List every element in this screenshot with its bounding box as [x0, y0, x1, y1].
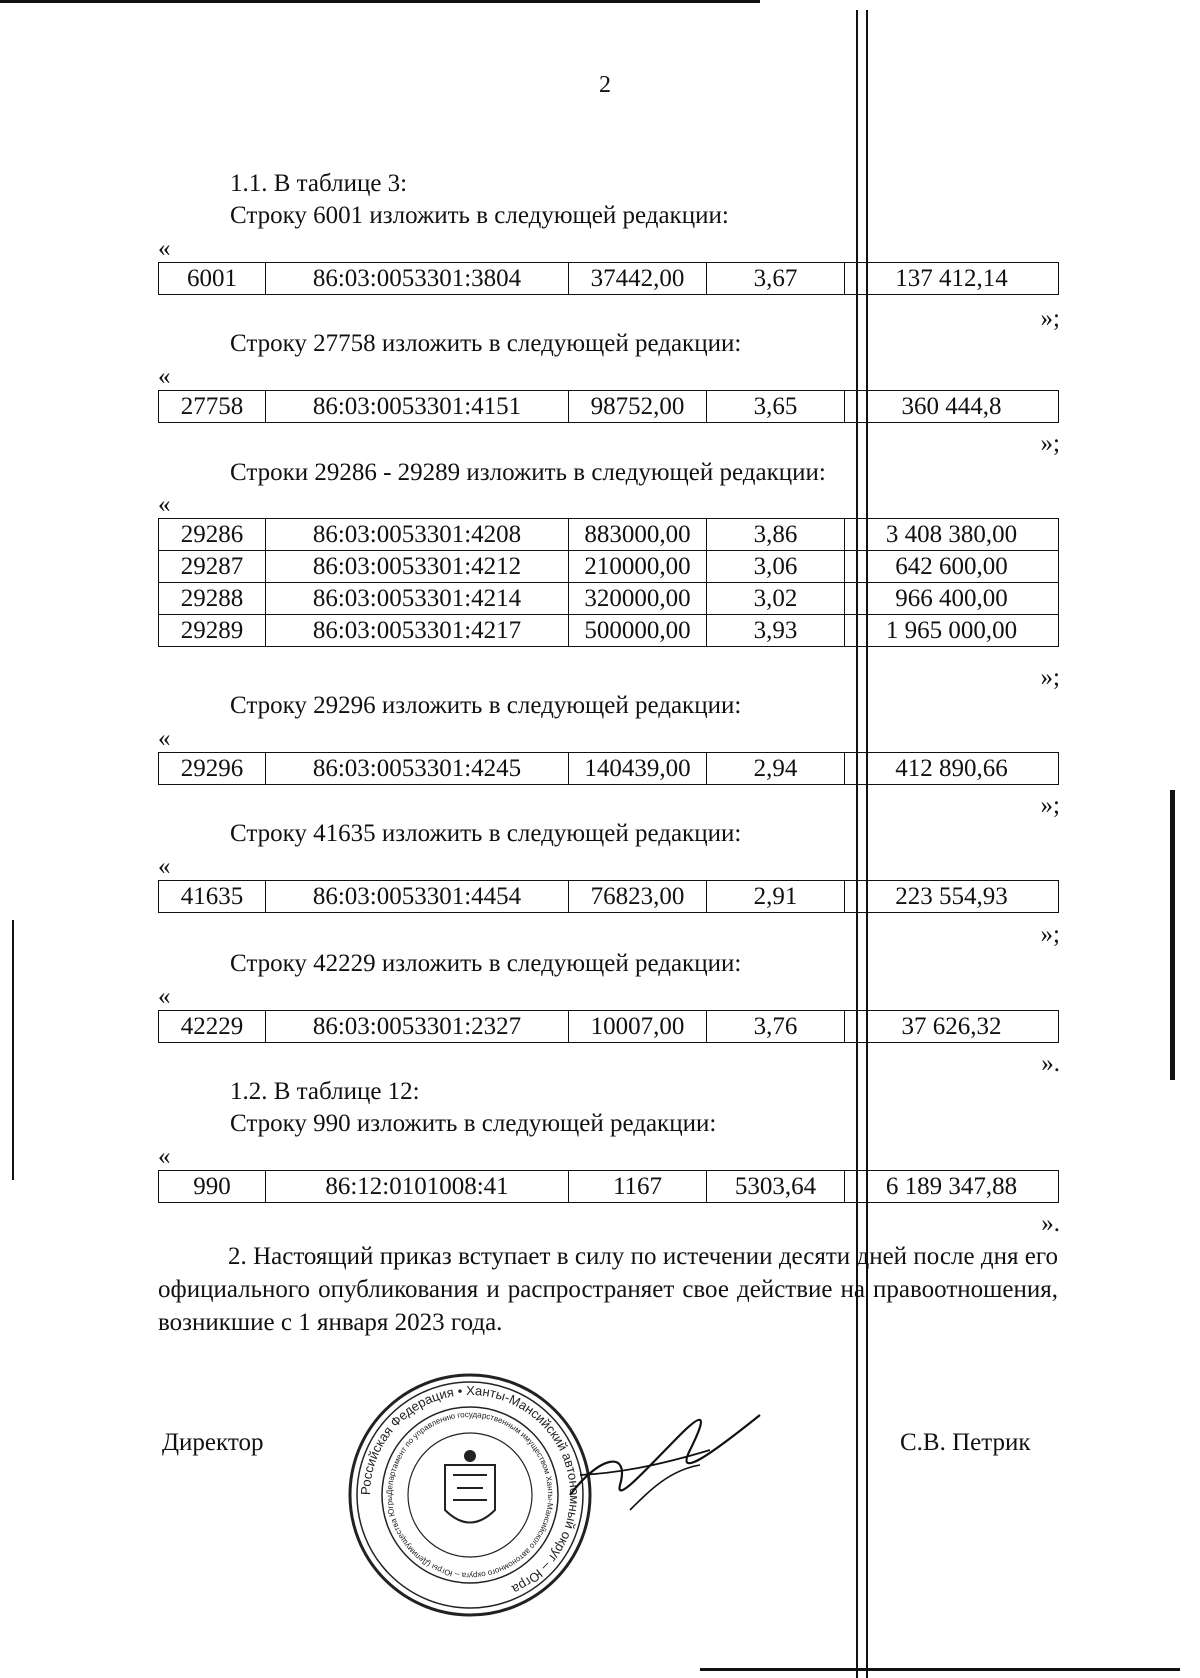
scan-line-right-edge: [1170, 790, 1175, 1080]
table-row-27758: [158, 390, 1059, 423]
cell-number: 29286: [159, 519, 266, 551]
cell-cadastral: 86:03:0053301:4214: [266, 583, 569, 615]
table-row: [159, 583, 1059, 615]
table-row: [159, 519, 1059, 551]
open-quote: «: [158, 853, 171, 880]
cell-number: 29288: [159, 583, 266, 615]
cell-cadastral: 86:03:0053301:4245: [266, 753, 569, 785]
cell-rate: 3,76: [707, 1011, 845, 1043]
table-row: [159, 881, 1059, 913]
cell-rate: 2,94: [707, 753, 845, 785]
open-quote: «: [158, 491, 171, 518]
official-seal: [345, 1370, 595, 1620]
table-row-42229: [158, 1010, 1059, 1043]
scan-line-right-1: [856, 10, 858, 1678]
cell-cadastral: 86:03:0053301:4212: [266, 551, 569, 583]
table-row: [159, 1171, 1059, 1203]
cell-total: 642 600,00: [845, 551, 1059, 583]
cell-number: 29296: [159, 753, 266, 785]
cell-total: 223 554,93: [845, 881, 1059, 913]
scan-line-right-2: [866, 10, 868, 1678]
table-row: [159, 615, 1059, 647]
instruction-42229: Строку 42229 изложить в следующей редакции:: [230, 950, 742, 977]
cell-total: 966 400,00: [845, 583, 1059, 615]
instruction-27758: Строку 27758 изложить в следующей редакции:: [230, 330, 742, 357]
cell-value: 98752,00: [569, 391, 707, 423]
scan-line-left-edge: [12, 920, 14, 1180]
table-row-990: [158, 1170, 1059, 1203]
cell-cadastral: 86:03:0053301:4454: [266, 881, 569, 913]
section-2-text: 2. Настоящий приказ вступает в силу по истечении десяти дней после дня его официального опубликования и распространяет свое действие на правоотношения, возникшие с 1 января 2023 года.: [158, 1243, 1058, 1336]
scan-line-bottom: [700, 1668, 1180, 1671]
close-quote: »;: [1040, 430, 1060, 457]
table-row: [159, 1011, 1059, 1043]
instruction-41635: Строку 41635 изложить в следующей редакции:: [230, 820, 742, 847]
instruction-990: Строку 990 изложить в следующей редакции:: [230, 1110, 717, 1137]
instruction-29296: Строку 29296 изложить в следующей редакции:: [230, 692, 742, 719]
open-quote: «: [158, 363, 171, 390]
table-row: [159, 391, 1059, 423]
cell-total: 137 412,14: [845, 263, 1059, 295]
cell-total: 1 965 000,00: [845, 615, 1059, 647]
cell-value: 1167: [569, 1171, 707, 1203]
instruction-6001: Строку 6001 изложить в следующей редакции:: [230, 202, 729, 229]
table-row: [159, 551, 1059, 583]
cell-value: 140439,00: [569, 753, 707, 785]
cell-number: 41635: [159, 881, 266, 913]
cell-value: 37442,00: [569, 263, 707, 295]
cell-total: 3 408 380,00: [845, 519, 1059, 551]
table-row: [159, 753, 1059, 785]
cell-value: 320000,00: [569, 583, 707, 615]
cell-cadastral: 86:03:0053301:4217: [266, 615, 569, 647]
coat-of-arms-emblem: [445, 1450, 495, 1523]
cell-rate: 5303,64: [707, 1171, 845, 1203]
cell-total: 37 626,32: [845, 1011, 1059, 1043]
table-row-6001: [158, 262, 1059, 295]
cell-number: 29287: [159, 551, 266, 583]
cell-value: 76823,00: [569, 881, 707, 913]
instruction-29286-29289: Строки 29286 - 29289 изложить в следующей редакции:: [230, 459, 826, 486]
close-quote: ».: [1041, 1210, 1060, 1237]
close-quote: »;: [1040, 792, 1060, 819]
close-quote: »;: [1040, 664, 1060, 691]
cell-value: 10007,00: [569, 1011, 707, 1043]
table-row: [159, 263, 1059, 295]
cell-cadastral: 86:03:0053301:2327: [266, 1011, 569, 1043]
cell-rate: 3,93: [707, 615, 845, 647]
cell-number: 29289: [159, 615, 266, 647]
open-quote: «: [158, 235, 171, 262]
cell-total: 412 890,66: [845, 753, 1059, 785]
page-number: 2: [599, 72, 611, 98]
cell-number: 6001: [159, 263, 266, 295]
section-1-2-heading: 1.2. В таблице 12:: [230, 1078, 420, 1105]
cell-rate: 2,91: [707, 881, 845, 913]
scan-line-top: [0, 0, 760, 3]
cell-rate: 3,86: [707, 519, 845, 551]
table-row-41635: [158, 880, 1059, 913]
open-quote: «: [158, 725, 171, 752]
open-quote: «: [158, 983, 171, 1010]
cell-cadastral: 86:03:0053301:4151: [266, 391, 569, 423]
seal-inner-text: Департамент по управлению государственным имуществом Ханты-Мансийского автономного округа – Югры (Депимущества Югры: [384, 1409, 556, 1581]
table-rows-29286-29289: [158, 518, 1059, 647]
cell-value: 883000,00: [569, 519, 707, 551]
table-row-29296: [158, 752, 1059, 785]
cell-rate: 3,02: [707, 583, 845, 615]
cell-number: 990: [159, 1171, 266, 1203]
cell-total: 6 189 347,88: [845, 1171, 1059, 1203]
cell-total: 360 444,8: [845, 391, 1059, 423]
signatory-position: Директор: [162, 1429, 264, 1456]
cell-cadastral: 86:12:0101008:41: [266, 1171, 569, 1203]
seal-outer-text: Российская Федерация • Ханты-Мансийский автономный округ – Югра: [357, 1382, 583, 1598]
cell-value: 210000,00: [569, 551, 707, 583]
cell-value: 500000,00: [569, 615, 707, 647]
cell-rate: 3,67: [707, 263, 845, 295]
cell-rate: 3,06: [707, 551, 845, 583]
section-1-1-heading: 1.1. В таблице 3:: [230, 170, 408, 197]
cell-cadastral: 86:03:0053301:4208: [266, 519, 569, 551]
close-quote: »;: [1040, 305, 1060, 332]
cell-number: 42229: [159, 1011, 266, 1043]
open-quote: «: [158, 1143, 171, 1170]
section-2-paragraph: [158, 1240, 1058, 1339]
handwritten-signature: [560, 1395, 780, 1525]
cell-rate: 3,65: [707, 391, 845, 423]
cell-cadastral: 86:03:0053301:3804: [266, 263, 569, 295]
cell-number: 27758: [159, 391, 266, 423]
close-quote: »;: [1040, 921, 1060, 948]
signatory-name: С.В. Петрик: [900, 1429, 1031, 1456]
close-quote: ».: [1041, 1050, 1060, 1077]
